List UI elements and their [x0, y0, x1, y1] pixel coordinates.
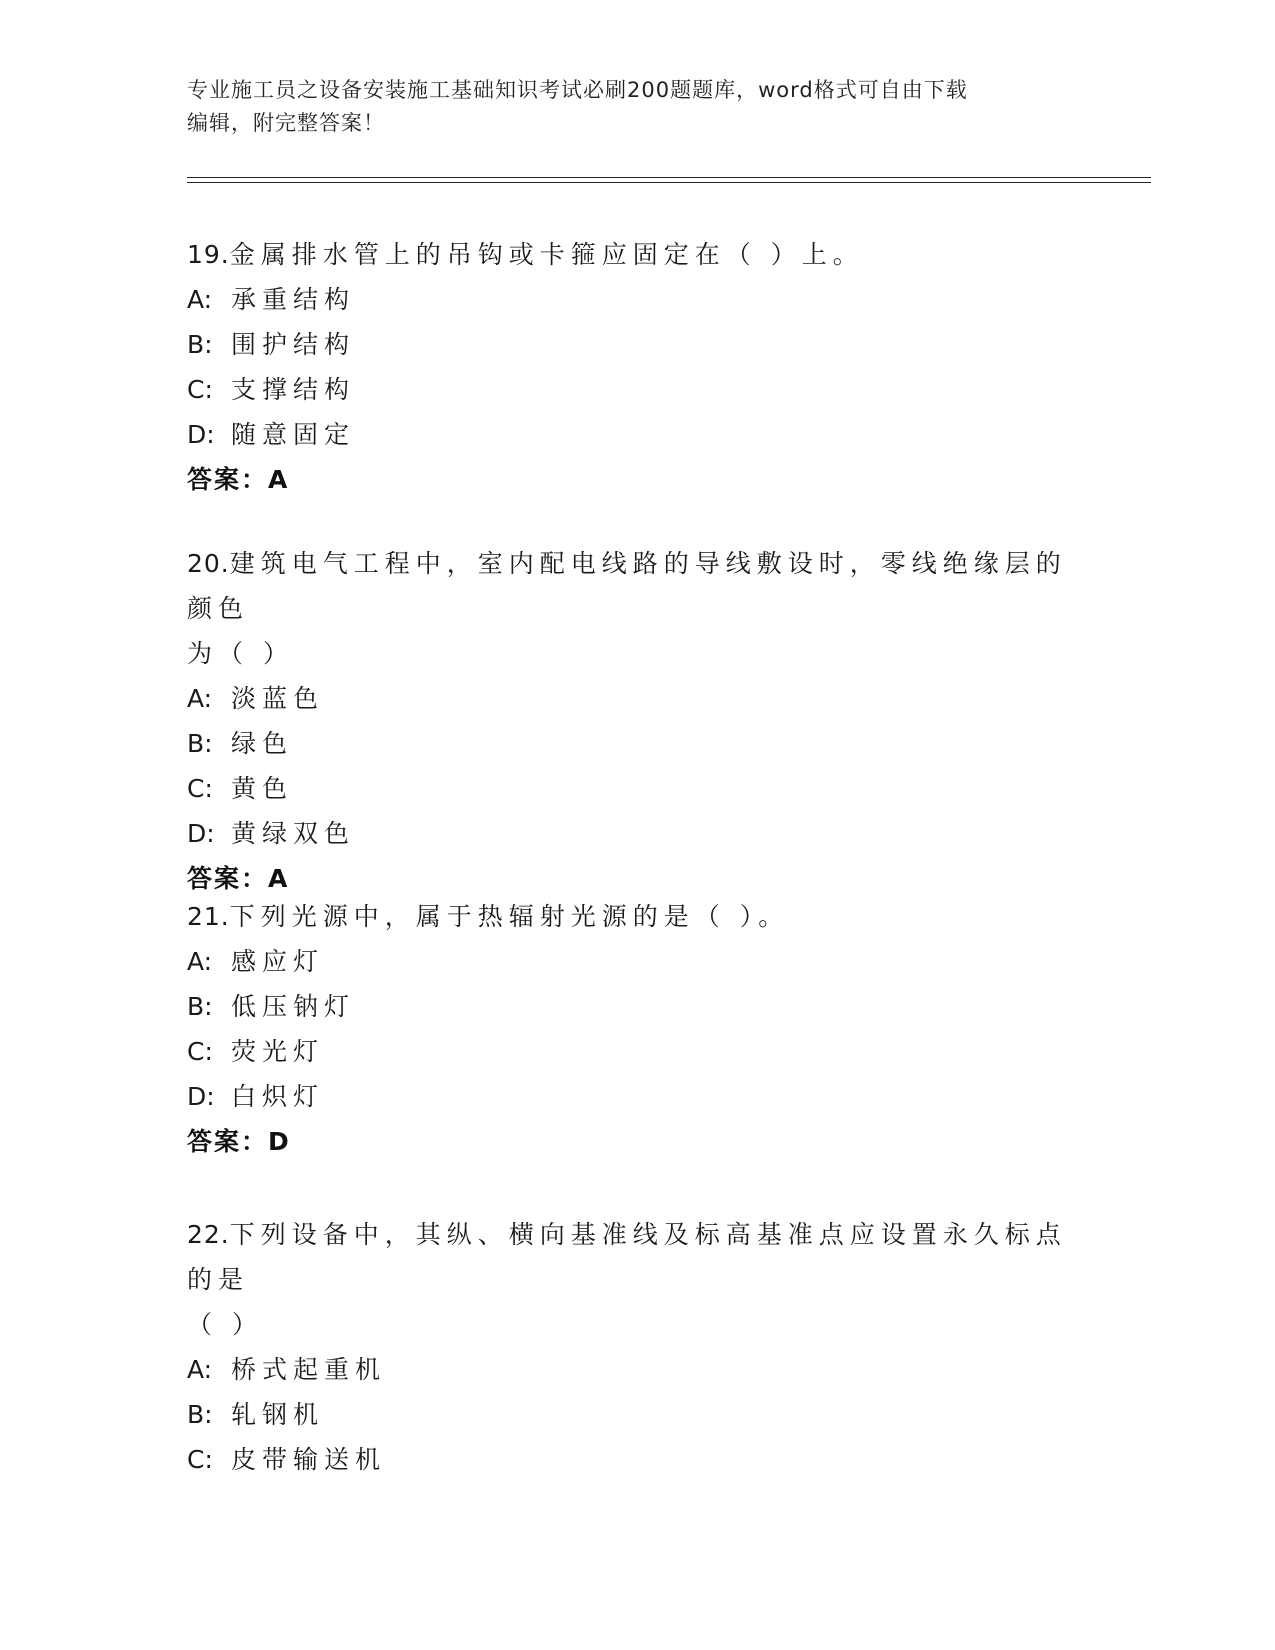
question-20 — [187, 541, 1087, 901]
question-text — [187, 894, 1087, 939]
question-stem: 金属排水管上的吊钩或卡箍应固定在（ ）上。 — [229, 240, 864, 269]
option-c — [187, 1437, 1087, 1482]
header-divider-top — [187, 177, 1151, 178]
question-text-continued: （ ） — [187, 1310, 263, 1339]
question-stem: 下列光源中，属于热辐射光源的是（ ）。 — [229, 902, 790, 931]
option-label: A: — [187, 285, 213, 314]
option-text: 支撑结构 — [231, 375, 356, 404]
option-a — [187, 277, 1087, 322]
option-label: C: — [187, 375, 213, 404]
document-header — [187, 74, 1067, 140]
option-c — [187, 367, 1087, 412]
option-text: 随意固定 — [231, 420, 356, 449]
option-label: A: — [187, 1355, 213, 1384]
option-text: 荧光灯 — [231, 1037, 325, 1066]
option-label: B: — [187, 729, 213, 758]
option-d — [187, 811, 1087, 856]
option-label: D: — [187, 420, 215, 449]
question-stem: 下列设备中，其纵、横向基准线及标高基准点应设置永久标点的是 — [187, 1220, 1067, 1294]
option-label: D: — [187, 1082, 215, 1111]
question-number: 20. — [187, 549, 230, 578]
question-19 — [187, 232, 1087, 502]
question-text-continued: 为（ ） — [187, 639, 294, 668]
option-text: 低压钠灯 — [231, 992, 356, 1021]
option-text: 淡蓝色 — [231, 684, 325, 713]
answer-line: 答案：D — [187, 1127, 291, 1156]
question-text — [187, 541, 1087, 631]
option-label: C: — [187, 774, 213, 803]
option-text: 绿色 — [231, 729, 294, 758]
option-b — [187, 984, 1087, 1029]
option-a — [187, 676, 1087, 721]
option-d — [187, 412, 1087, 457]
question-number: 21. — [187, 902, 230, 931]
header-line-1: 专业施工员之设备安装施工基础知识考试必刷200题题库，word格式可自由下载 — [187, 78, 968, 102]
question-22 — [187, 1212, 1087, 1482]
option-b — [187, 721, 1087, 766]
question-number: 19. — [187, 240, 230, 269]
option-b — [187, 322, 1087, 367]
option-label: C: — [187, 1037, 213, 1066]
header-line-2: 编辑，附完整答案！ — [187, 111, 385, 135]
question-stem: 建筑电气工程中，室内配电线路的导线敷设时，零线绝缘层的颜色 — [187, 549, 1067, 623]
option-text: 白炽灯 — [231, 1082, 325, 1111]
option-text: 黄色 — [231, 774, 294, 803]
question-number: 22. — [187, 1220, 230, 1249]
option-label: D: — [187, 819, 215, 848]
option-label: A: — [187, 684, 213, 713]
question-21 — [187, 894, 1087, 1164]
option-text: 轧钢机 — [231, 1400, 325, 1429]
question-text — [187, 232, 1087, 277]
option-label: B: — [187, 1400, 213, 1429]
answer-line: 答案：A — [187, 864, 290, 893]
option-text: 围护结构 — [231, 330, 356, 359]
option-a — [187, 939, 1087, 984]
option-text: 桥式起重机 — [231, 1355, 387, 1384]
question-text — [187, 1212, 1087, 1302]
answer-line: 答案：A — [187, 465, 290, 494]
option-text: 感应灯 — [231, 947, 325, 976]
option-label: B: — [187, 992, 213, 1021]
option-text: 承重结构 — [231, 285, 356, 314]
header-divider-bottom — [187, 182, 1151, 183]
option-b — [187, 1392, 1087, 1437]
option-text: 黄绿双色 — [231, 819, 356, 848]
option-c — [187, 1029, 1087, 1074]
option-label: A: — [187, 947, 213, 976]
option-text: 皮带输送机 — [231, 1445, 387, 1474]
option-label: B: — [187, 330, 213, 359]
option-label: C: — [187, 1445, 213, 1474]
option-c — [187, 766, 1087, 811]
option-a — [187, 1347, 1087, 1392]
option-d — [187, 1074, 1087, 1119]
